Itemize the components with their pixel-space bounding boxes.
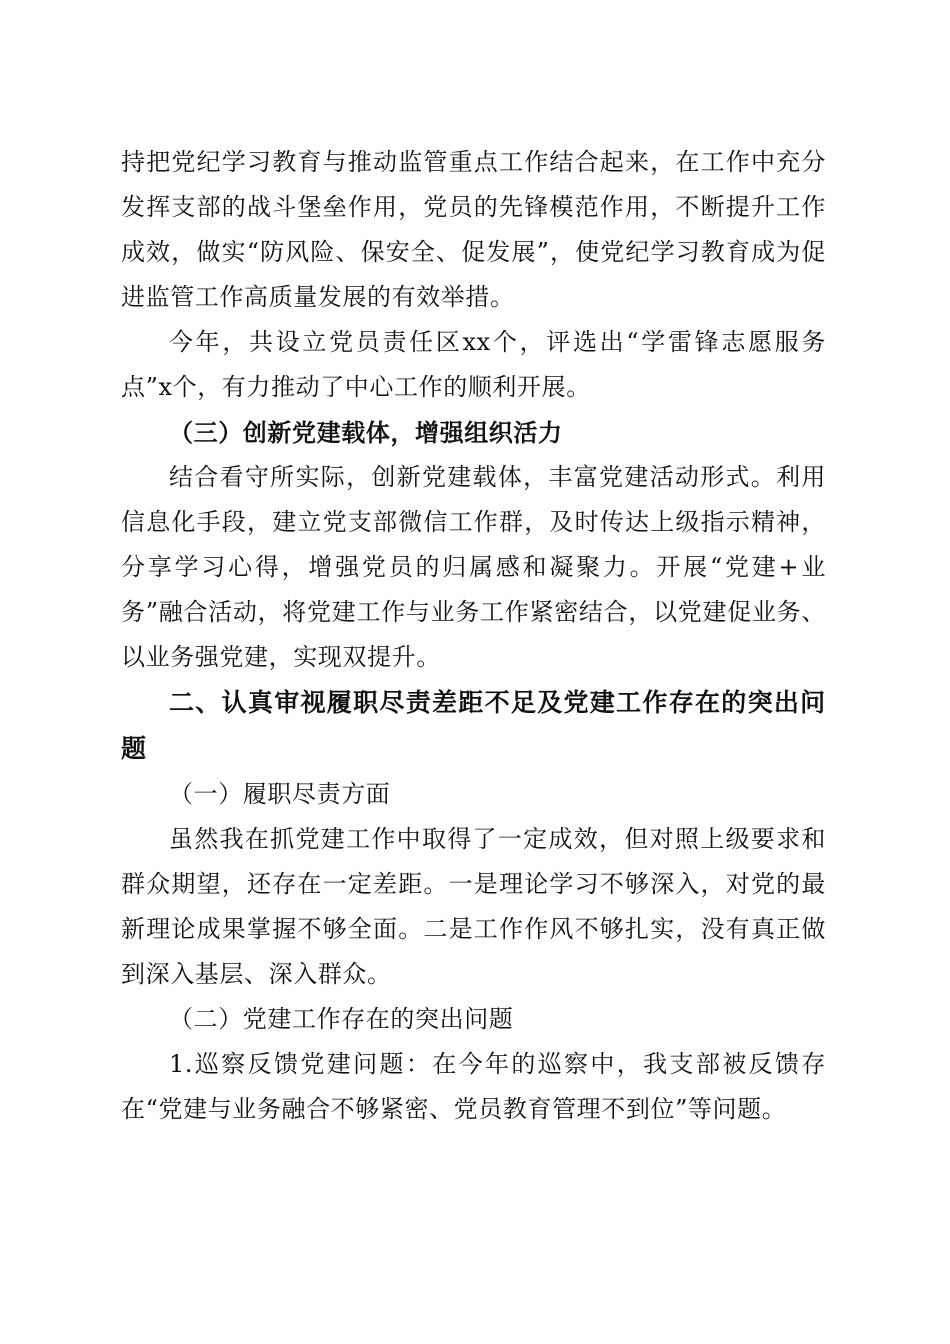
paragraph-duty-gaps: 虽然我在抓党建工作中取得了一定成效，但对照上级要求和群众期望，还存在一定差距。一是理论学习不够深入，对党的最新理论成果掌握不够全面。二是工作作风不够扎实，没有真正做到深入基层、深入群众。: [121, 825, 826, 988]
paragraph-inspection-feedback: 1.巡察反馈党建问题：在今年的巡察中，我支部被反馈存在“党建与业务融合不够紧密、党员教育管理不到位”等问题。: [121, 1050, 826, 1123]
paragraph-responsibility-zones: 今年，共设立党员责任区xx个，评选出“学雷锋志愿服务点”x个，有力推动了中心工作的顺利开展。: [121, 328, 826, 401]
subheading-duty: （一）履职尽责方面: [169, 780, 391, 808]
subheading-innovate-carrier: （三）创新党建载体，增强组织活力: [169, 418, 563, 447]
subheading-party-problems: （二）党建工作存在的突出问题: [169, 1005, 514, 1033]
document-body: [121, 140, 826, 1132]
paragraph-innovate-carrier: 结合看守所实际，创新党建载体，丰富党建活动形式。利用信息化手段，建立党支部微信工作群，及时传达上级指示精神，分享学习心得，增强党员的归属感和凝聚力。开展“党建+业务”融合活动，将党建工作与业务工作紧密结合，以党建促业务、以业务强党建，实现双提升。: [121, 463, 826, 671]
section-heading-2: 二、认真审视履职尽责差距不足及党建工作存在的突出问题: [121, 688, 826, 763]
paragraph-continuation: 持把党纪学习教育与推动监管重点工作结合起来，在工作中充分发挥支部的战斗堡垒作用，党员的先锋模范作用，不断提升工作成效，做实“防风险、保安全、促发展”，使党纪学习教育成为促进监管工作高质量发展的有效举措。: [121, 148, 826, 311]
